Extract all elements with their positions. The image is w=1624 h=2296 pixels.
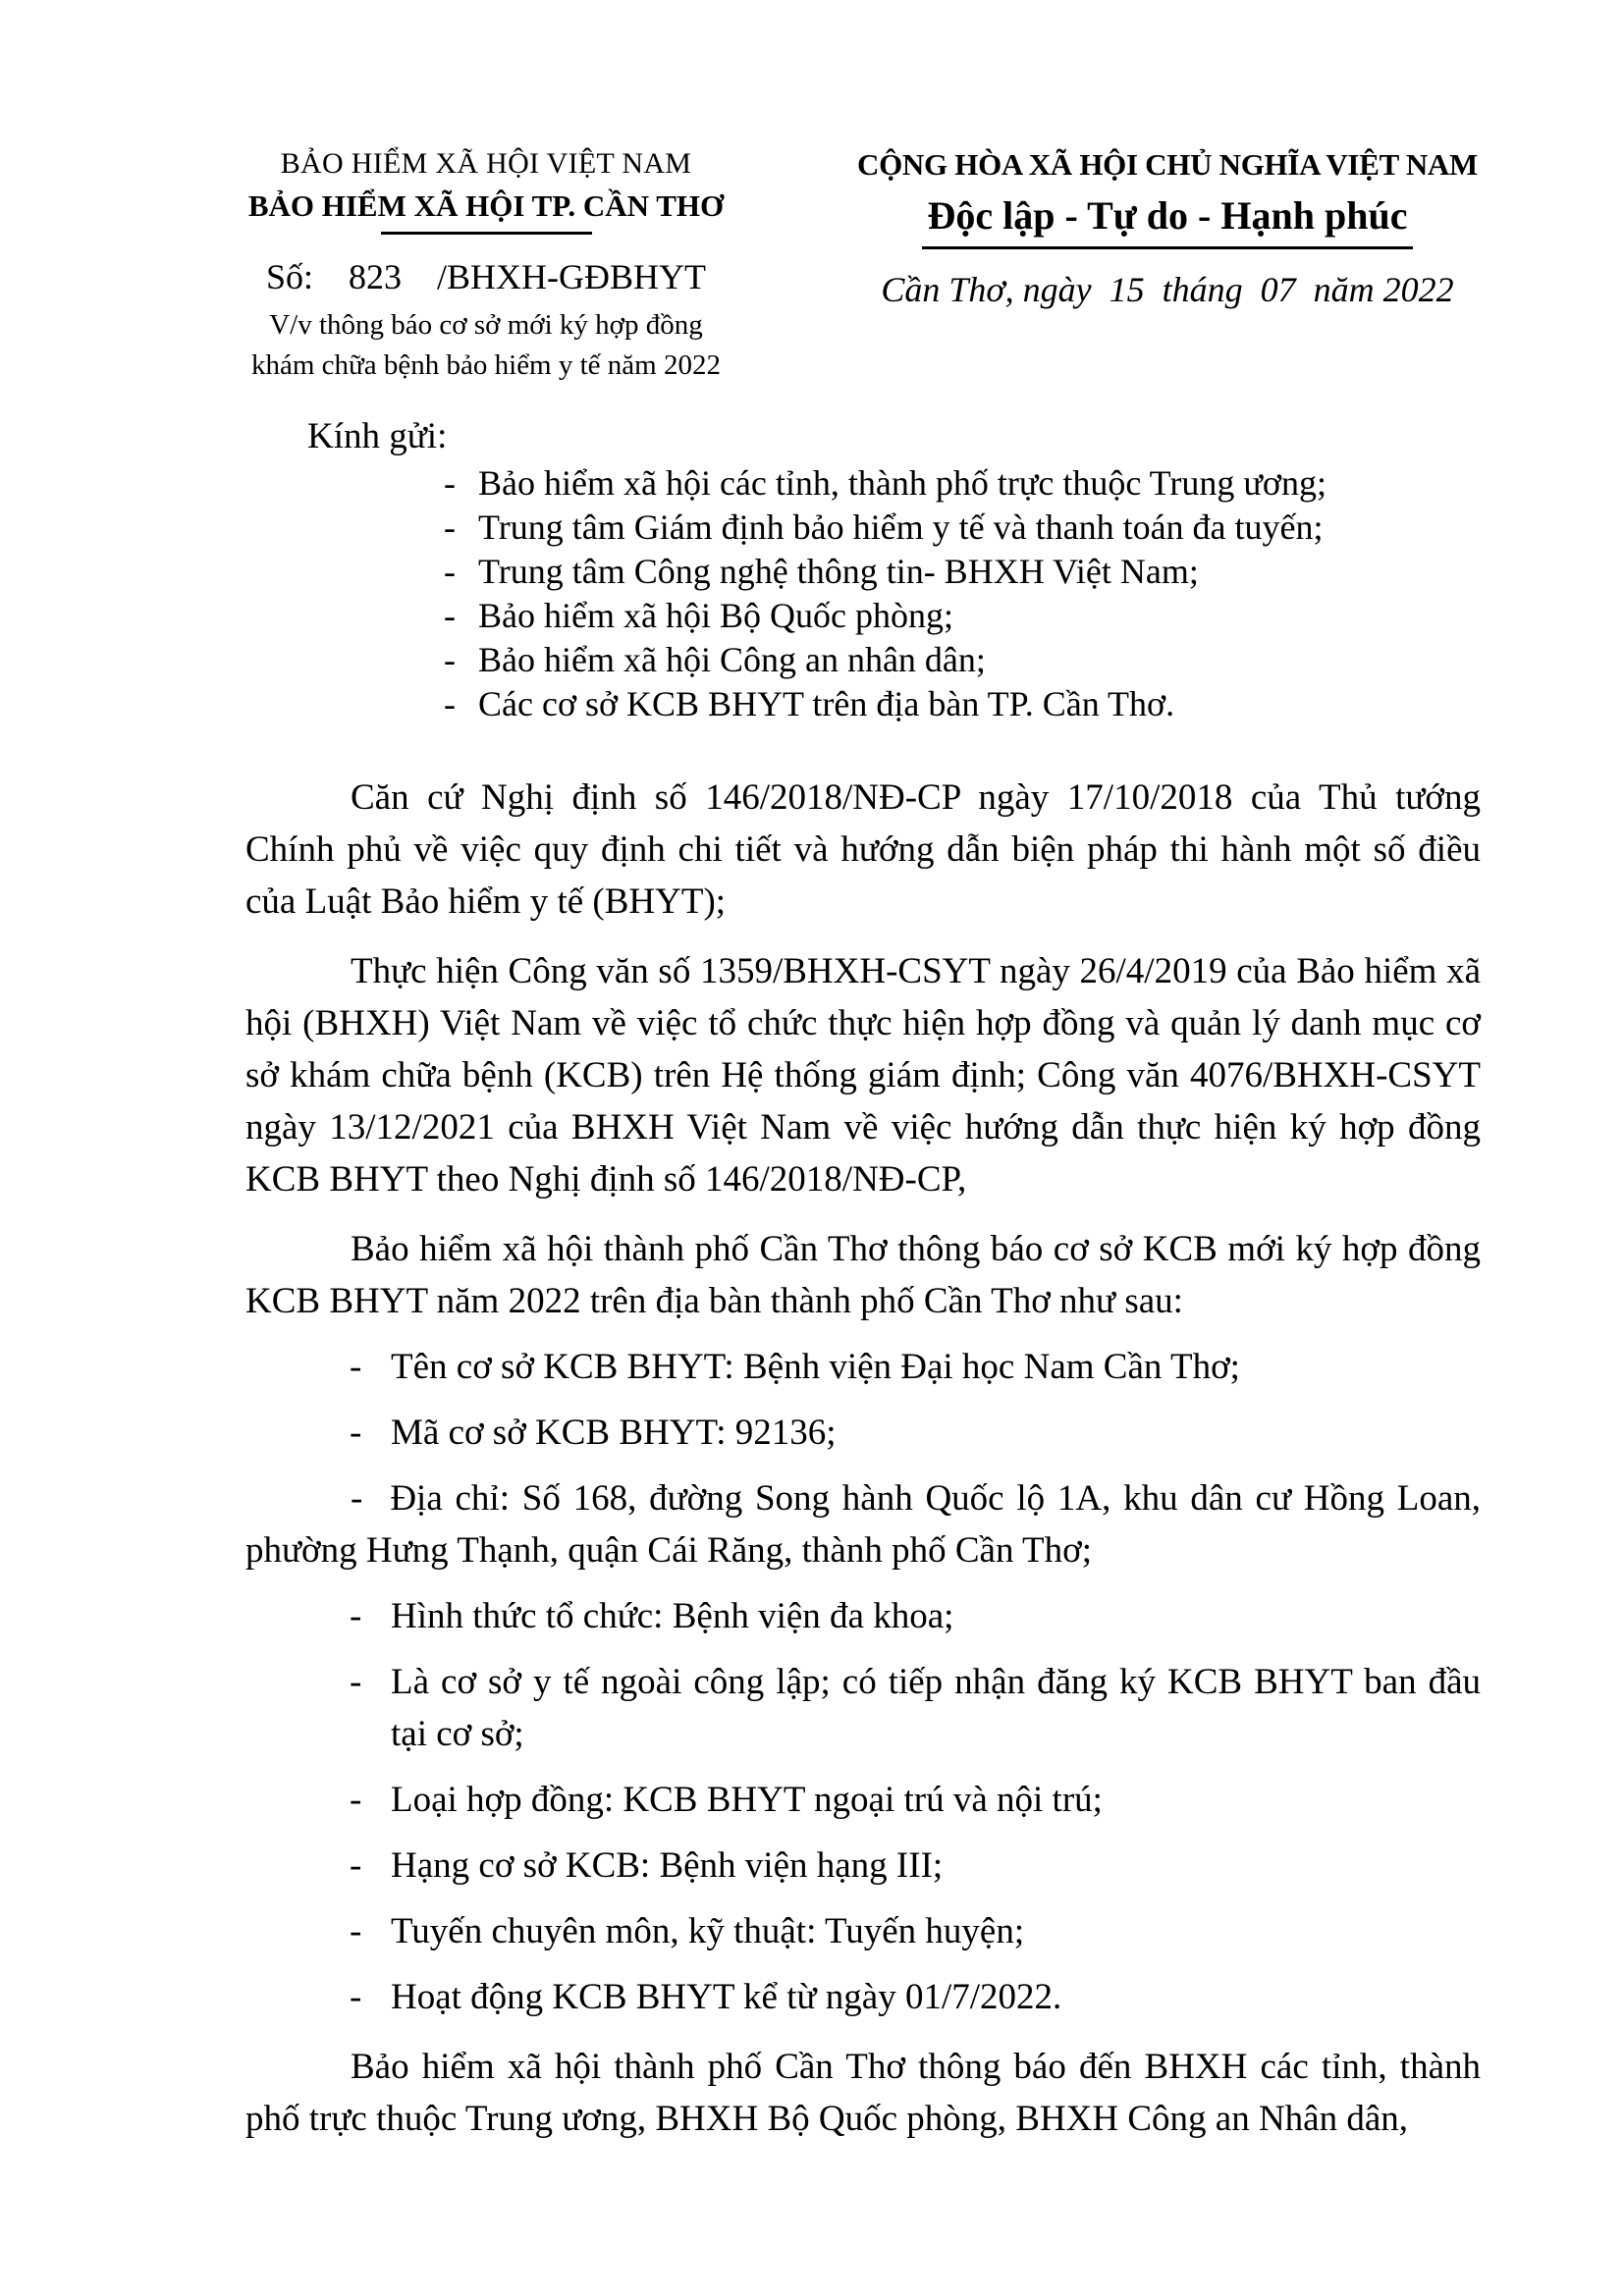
national-motto: Độc lập - Tự do - Hạnh phúc <box>922 192 1414 249</box>
issuing-org-block <box>221 147 751 386</box>
subject-line-1: V/v thông báo cơ sở mới ký hợp đồng <box>269 309 703 341</box>
detail-facility-rank <box>245 1840 1481 1892</box>
detail-text: Là cơ sở y tế ngoài công lập; có tiếp nhận đăng ký KCB BHYT ban đầu tại cơ sở; <box>391 1662 1481 1754</box>
national-title: CỘNG HÒA XÃ HỘI CHỦ NGHĨA VIỆT NAM <box>857 147 1478 182</box>
national-motto-wrap <box>819 192 1516 249</box>
dash-bullet: - <box>350 1413 362 1453</box>
dash-bullet: - <box>350 1977 362 2017</box>
dash-bullet: - <box>444 596 456 635</box>
recipient-item <box>444 506 1481 550</box>
recipient-text: Bảo hiểm xã hội các tỉnh, thành phố trực thuộc Trung ương; <box>478 463 1326 503</box>
detail-start-date <box>245 1971 1481 2023</box>
recipient-item <box>444 682 1481 726</box>
recipient-text: Trung tâm Giám định bảo hiểm y tế và thanh toán đa tuyến; <box>478 507 1324 547</box>
detail-contract-type <box>245 1774 1481 1826</box>
dash-bullet: - <box>444 463 456 503</box>
dash-bullet: - <box>350 1662 362 1702</box>
paragraph-announcement: Bảo hiểm xã hội thành phố Cần Thơ thông báo cơ sở KCB mới ký hợp đồng KCB BHYT năm 2022 trên địa bàn thành phố Cần Thơ như sau: <box>245 1229 1481 1321</box>
org-underline-rule <box>381 232 592 235</box>
issuing-org-name: BẢO HIỂM XÃ HỘI TP. CẦN THƠ <box>247 188 725 223</box>
place-and-date: Cần Thơ, ngày 15 tháng 07 năm 2022 <box>881 270 1454 309</box>
detail-text: Tên cơ sở KCB BHYT: Bệnh viện Đại học Nam Cần Thơ; <box>391 1347 1240 1387</box>
parent-org-name: BẢO HIỂM XÃ HỘI VIỆT NAM <box>280 147 692 180</box>
recipient-text: Bảo hiểm xã hội Công an nhân dân; <box>478 640 986 679</box>
dash-bullet: - <box>350 1596 362 1636</box>
dash-bullet: - <box>351 1478 363 1519</box>
detail-organization-type <box>245 1590 1481 1642</box>
dash-bullet: - <box>444 507 456 547</box>
recipient-text: Trung tâm Công nghệ thông tin- BHXH Việt Nam; <box>478 552 1199 591</box>
document-subject <box>221 305 751 386</box>
recipient-item <box>444 638 1481 682</box>
detail-text: Mã cơ sở KCB BHYT: 92136; <box>391 1413 837 1453</box>
recipient-item <box>444 461 1481 506</box>
detail-facility-code <box>245 1407 1481 1459</box>
detail-address <box>245 1472 1481 1576</box>
detail-text: Loại hợp đồng: KCB BHYT ngoại trú và nội trú; <box>391 1780 1103 1820</box>
dash-bullet: - <box>350 1347 362 1387</box>
salutation: Kính gửi: <box>307 416 448 456</box>
dash-bullet: - <box>444 684 456 723</box>
detail-text: Hạng cơ sở KCB: Bệnh viện hạng III; <box>391 1845 944 1886</box>
document-body <box>245 415 1481 2145</box>
facility-detail-list <box>245 1341 1481 2023</box>
recipient-item <box>444 594 1481 638</box>
dash-bullet: - <box>444 552 456 591</box>
dash-bullet: - <box>444 640 456 679</box>
dash-bullet: - <box>350 1911 362 1951</box>
recipient-item <box>444 550 1481 594</box>
detail-technical-level <box>245 1905 1481 1957</box>
paragraph-implementation: Thực hiện Công văn số 1359/BHXH-CSYT ngày 26/4/2019 của Bảo hiểm xã hội (BHXH) Việt Nam về việc tổ chức thực hiện hợp đồng và quản lý danh mục cơ sở khám chữa bệnh (KCB) trên Hệ thống giám định; Công văn 4076/BHXH-CSYT ngày 13/12/2021 của BHXH Việt Nam về việc hướng dẫn thực hiện ký hợp đồng KCB BHYT theo Nghị định số 146/2018/NĐ-CP, <box>245 951 1481 1200</box>
recipient-list <box>245 461 1481 726</box>
dash-bullet: - <box>350 1845 362 1886</box>
paragraph-legal-basis: Căn cứ Nghị định số 146/2018/NĐ-CP ngày 17/10/2018 của Thủ tướng Chính phủ về việc quy định chi tiết và hướng dẫn biện pháp thi hành một số điều của Luật Bảo hiểm y tế (BHYT); <box>245 777 1481 922</box>
subject-line-2: khám chữa bệnh bảo hiểm y tế năm 2022 <box>251 349 721 381</box>
detail-facility-name <box>245 1341 1481 1393</box>
document-header <box>0 0 1624 386</box>
detail-text: Tuyến chuyên môn, kỹ thuật: Tuyến huyện; <box>391 1911 1025 1951</box>
detail-text: Hoạt động KCB BHYT kể từ ngày 01/7/2022. <box>391 1977 1062 2017</box>
detail-ownership <box>245 1656 1481 1760</box>
dash-bullet: - <box>350 1780 362 1820</box>
national-header-block <box>819 147 1516 386</box>
closing-paragraph: Bảo hiểm xã hội thành phố Cần Thơ thông báo đến BHXH các tỉnh, thành phố trực thuộc Trung ương, BHXH Bộ Quốc phòng, BHXH Công an Nhân dân, <box>245 2047 1481 2139</box>
recipient-text: Bảo hiểm xã hội Bộ Quốc phòng; <box>478 596 953 635</box>
document-number: Số: 823 /BHXH-GĐBHYT <box>265 257 706 296</box>
recipient-text: Các cơ sở KCB BHYT trên địa bàn TP. Cần Thơ. <box>478 684 1175 723</box>
detail-text: Hình thức tổ chức: Bệnh viện đa khoa; <box>391 1596 954 1636</box>
detail-text: Địa chỉ: Số 168, đường Song hành Quốc lộ 1A, khu dân cư Hồng Loan, phường Hưng Thạnh, quận Cái Răng, thành phố Cần Thơ; <box>245 1478 1481 1571</box>
